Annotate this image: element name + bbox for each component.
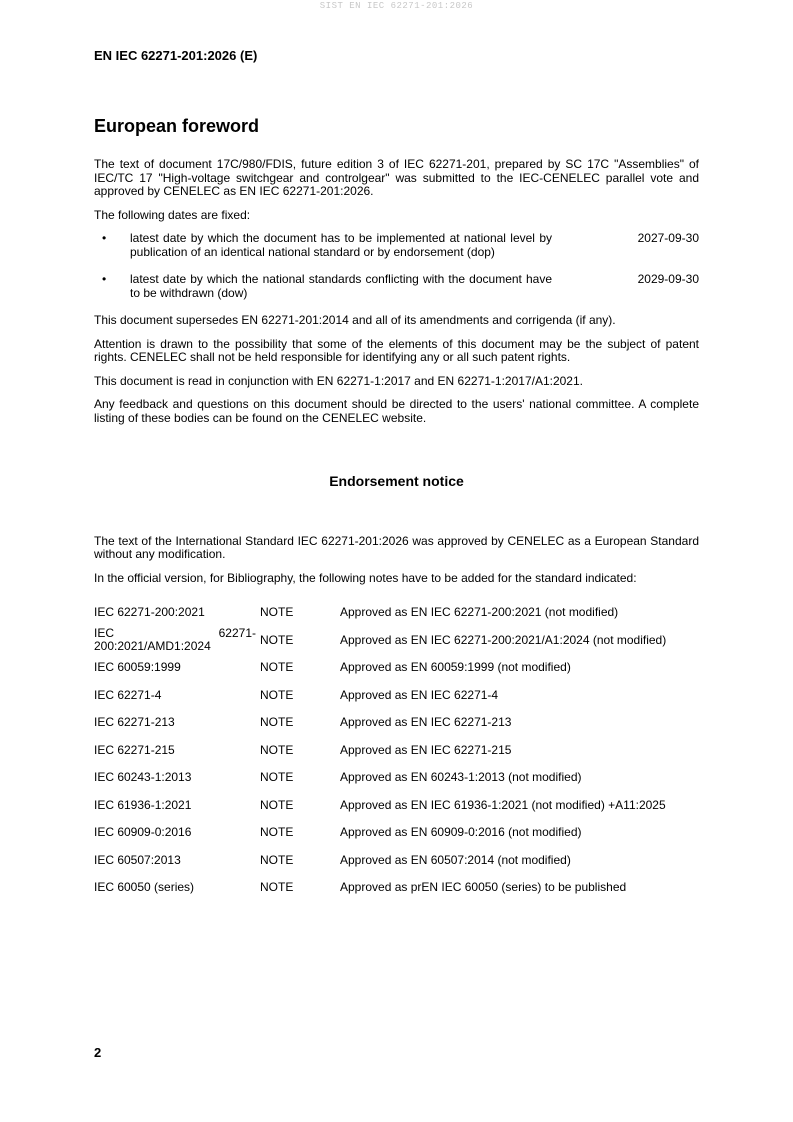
- note-label-cell: NOTE: [260, 715, 294, 729]
- note-text-cell: Approved as EN IEC 61936-1:2021 (not modified) +A11:2025: [340, 797, 666, 812]
- standard-cell: IEC 60909-0:2016: [94, 825, 192, 839]
- document-id: EN IEC 62271-201:2026 (E): [94, 48, 258, 63]
- table-row: [94, 819, 699, 847]
- note-label-cell: NOTE: [260, 880, 294, 894]
- standard-cell: IEC 62271-213: [94, 715, 175, 729]
- page-number: 2: [94, 1045, 102, 1060]
- note-text-cell: Approved as EN IEC 62271-200:2021/A1:2024 (not modified): [340, 632, 667, 647]
- standard-cell: IEC 62271-4: [94, 687, 162, 702]
- table-row: [94, 627, 699, 655]
- standard-cell: IEC 60243-1:2013: [94, 770, 192, 784]
- table-row: [94, 792, 699, 820]
- standard-cell: IEC 62271-200:2021: [94, 605, 205, 619]
- bullet: •: [102, 272, 107, 286]
- dates-intro: The following dates are fixed:: [94, 207, 251, 222]
- foreword-intro: The text of document 17C/980/FDIS, future edition 3 of IEC 62271-201, prepared by SC 17C "Assemblies" of IEC/TC 17 "High-voltage switchgear and controlgear" was submitted to the IEC-CENELEC parallel vote and approved by CENELEC as EN IEC 62271-201:2026.: [94, 157, 699, 198]
- date-value: 2027-09-30: [637, 231, 699, 245]
- note-label-cell: NOTE: [260, 660, 294, 674]
- foreword-title: European foreword: [94, 116, 260, 136]
- note-text-cell: Approved as EN 60243-1:2013 (not modified): [340, 770, 582, 784]
- standard-cell: IEC 60059:1999: [94, 660, 181, 674]
- table-row: [94, 847, 699, 875]
- standard-cell: IEC 62271-215: [94, 742, 175, 757]
- dates-list: [94, 232, 699, 300]
- note-text-cell: Approved as prEN IEC 60050 (series) to be published: [340, 880, 627, 894]
- standard-cell: IEC 60507:2013: [94, 852, 181, 867]
- standard-cell: IEC 62271-200:2021/AMD1:2024: [94, 625, 256, 654]
- bibliography-intro: In the official version, for Bibliography, the following notes have to be added for the standard indicated:: [94, 570, 637, 585]
- endorsement-text: The text of the International Standard IEC 62271-201:2026 was approved by CENELEC as a European Standard without any modification.: [94, 533, 699, 561]
- table-row: [94, 709, 699, 737]
- note-text-cell: Approved as EN IEC 62271-213: [340, 715, 512, 729]
- supersedes-paragraph: This document supersedes EN 62271-201:2014 and all of its amendments and corrigenda (if any).: [94, 313, 616, 327]
- table-row: [94, 599, 699, 627]
- date-description: [130, 232, 552, 259]
- note-text-cell: Approved as EN IEC 62271-200:2021 (not modified): [340, 605, 619, 619]
- note-text-cell: Approved as EN IEC 62271-4: [340, 687, 499, 702]
- date-item-dop: [94, 232, 699, 259]
- table-row: [94, 737, 699, 765]
- table-row: [94, 654, 699, 682]
- feedback-paragraph: Any feedback and questions on this document should be directed to the users' national committee. A complete listing of these bodies can be found on the CENELEC website.: [94, 397, 699, 425]
- date-value: 2029-09-30: [637, 272, 699, 286]
- note-label-cell: NOTE: [260, 632, 294, 647]
- date-item-dow: [94, 273, 699, 300]
- bullet: •: [102, 231, 107, 245]
- note-label-cell: NOTE: [260, 770, 294, 784]
- document-body: [94, 158, 699, 902]
- conjunction-paragraph: This document is read in conjunction with EN 62271-1:2017 and EN 62271-1:2017/A1:2021.: [94, 373, 583, 388]
- endorsement-title: Endorsement notice: [329, 473, 464, 489]
- note-text-cell: Approved as EN IEC 62271-215: [340, 742, 512, 757]
- note-label-cell: NOTE: [260, 825, 294, 839]
- table-row: [94, 682, 699, 710]
- date-code: (dop): [466, 244, 495, 259]
- note-label-cell: NOTE: [260, 605, 294, 619]
- table-row: [94, 764, 699, 792]
- date-description: [130, 273, 552, 300]
- date-text: latest date by which the document has to be implemented at national level by publication of an identical national standard or by endorsement: [130, 231, 552, 259]
- date-text: latest date by which the national standards conflicting with the document have to be withdrawn: [130, 272, 552, 300]
- date-code: (dow): [217, 285, 248, 300]
- note-text-cell: Approved as EN 60059:1999 (not modified): [340, 660, 571, 674]
- standard-cell: IEC 61936-1:2021: [94, 797, 192, 812]
- watermark: SIST EN IEC 62271-201:2026: [319, 1, 474, 11]
- patent-paragraph: Attention is drawn to the possibility that some of the elements of this document may be the subject of patent rights. CENELEC shall not be held responsible for identifying any or all such patent rights.: [94, 336, 699, 364]
- note-text-cell: Approved as EN 60507:2014 (not modified): [340, 852, 571, 867]
- note-label-cell: NOTE: [260, 687, 294, 702]
- note-label-cell: NOTE: [260, 852, 294, 867]
- note-label-cell: NOTE: [260, 742, 294, 757]
- table-row: [94, 874, 699, 902]
- bibliography-notes-table: [94, 599, 699, 902]
- note-label-cell: NOTE: [260, 797, 294, 812]
- standard-cell: IEC 60050 (series): [94, 880, 195, 894]
- note-text-cell: Approved as EN 60909-0:2016 (not modified): [340, 825, 582, 839]
